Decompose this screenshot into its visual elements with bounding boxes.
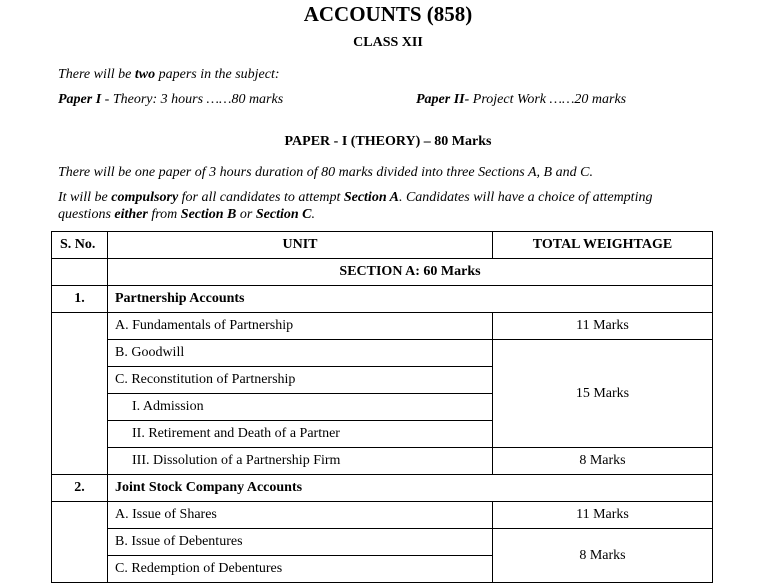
unit-1-topic-c-3: III. Dissolution of a Partnership Firm (108, 448, 493, 475)
section-a-heading: SECTION A: 60 Marks (108, 259, 713, 286)
unit-2-sno: 2. (52, 475, 108, 502)
table-row (52, 502, 713, 529)
unit-1-title: Partnership Accounts (108, 286, 713, 313)
table-row (52, 340, 713, 367)
unit-2-topic-b: B. Issue of Debentures (108, 529, 493, 556)
table-row (52, 313, 713, 340)
document-title: ACCOUNTS (858) (303, 2, 473, 26)
unit-1-topic-a-marks: 11 Marks (493, 313, 713, 340)
unit-1-topic-a: A. Fundamentals of Partnership (108, 313, 493, 340)
paper-heading: PAPER - I (THEORY) – 80 Marks (284, 134, 492, 149)
description-line-2: It will be compulsory for all candidates to attempt Section A. Candidates will have a choice of attempting (58, 190, 653, 205)
class-subtitle: CLASS XII (353, 35, 423, 50)
header-weightage: TOTAL WEIGHTAGE (493, 232, 713, 259)
header-unit: UNIT (108, 232, 493, 259)
table-row (52, 529, 713, 556)
unit-1-topic-c-2: II. Retirement and Death of a Partner (108, 421, 493, 448)
description-line-1: There will be one paper of 3 hours duration of 80 marks divided into three Sections A, B and C. (58, 165, 593, 180)
table-row (52, 448, 713, 475)
unit-2-title: Joint Stock Company Accounts (108, 475, 713, 502)
unit-2-topic-a-marks: 11 Marks (493, 502, 713, 529)
unit-1-sno: 1. (52, 286, 108, 313)
table-row (52, 475, 713, 502)
table-header-row (52, 232, 713, 259)
unit-1-topic-c: C. Reconstitution of Partnership (108, 367, 493, 394)
paper-2-info: Paper II- Project Work ……20 marks (416, 92, 627, 107)
unit-1-topic-c-3-marks: 8 Marks (493, 448, 713, 475)
paper-1-info: Paper I - Theory: 3 hours ……80 marks (58, 92, 284, 107)
unit-1-topic-b: B. Goodwill (108, 340, 493, 367)
table-row (52, 286, 713, 313)
table-row (52, 259, 713, 286)
unit-2-topic-a: A. Issue of Shares (108, 502, 493, 529)
description-line-3: questions either from Section B or Section C. (58, 207, 315, 222)
unit-1-topic-c-1: I. Admission (108, 394, 493, 421)
papers-intro: There will be two papers in the subject: (58, 67, 280, 82)
header-sno: S. No. (52, 232, 108, 259)
syllabus-table (51, 231, 713, 583)
unit-2-topic-bc-marks: 8 Marks (493, 529, 713, 583)
unit-1-topic-bc-marks: 15 Marks (493, 340, 713, 448)
unit-2-topic-c: C. Redemption of Debentures (108, 556, 493, 583)
